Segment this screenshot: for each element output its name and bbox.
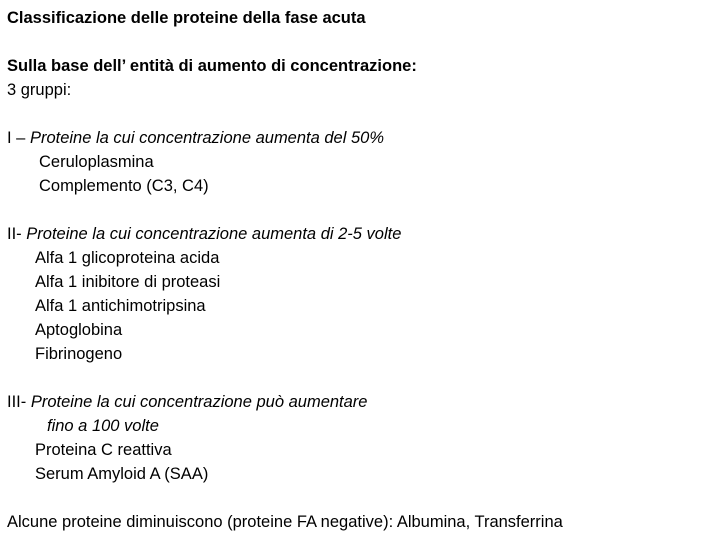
group-2-description: Proteine la cui concentrazione aumenta di 2-5 volte (26, 225, 402, 243)
list-item: Serum Amyloid A (SAA) (35, 465, 209, 483)
group-3-numeral: III- (7, 393, 27, 411)
list-item: Aptoglobina (35, 321, 123, 339)
footer-note: Alcune proteine diminuiscono (proteine FA negative): Albumina, Transferrina (7, 513, 563, 531)
spacer (7, 486, 713, 510)
group-1-numeral: I – (7, 129, 26, 147)
group-1-description: Proteine la cui concentrazione aumenta del 50% (29, 129, 385, 147)
spacer (7, 30, 713, 54)
spacer (7, 102, 713, 126)
list-item: Fibrinogeno (35, 345, 123, 363)
list-item: Proteina C reattiva (35, 441, 172, 459)
slide-content (7, 6, 713, 534)
group-2-header (7, 222, 713, 246)
list-item: Alfa 1 antichimotripsina (35, 297, 206, 315)
group-1-header (7, 126, 713, 150)
intro-groups-count: 3 gruppi: (7, 81, 72, 99)
list-item: Alfa 1 inibitore di proteasi (35, 273, 221, 291)
slide-title: Classificazione delle proteine della fase acuta (7, 9, 366, 27)
group-3-header (7, 390, 713, 414)
group-2-numeral: II- (7, 225, 22, 243)
list-item: Complemento (C3, C4) (39, 177, 209, 195)
intro-heading: Sulla base dell’ entità di aumento di concentrazione: (7, 57, 417, 75)
group-3-description: Proteine la cui concentrazione può aumentare (30, 393, 368, 411)
list-item: Alfa 1 glicoproteina acida (35, 249, 220, 267)
spacer (7, 366, 713, 390)
spacer (7, 198, 713, 222)
group-3-description-continued: fino a 100 volte (47, 417, 159, 435)
list-item: Ceruloplasmina (39, 153, 154, 171)
